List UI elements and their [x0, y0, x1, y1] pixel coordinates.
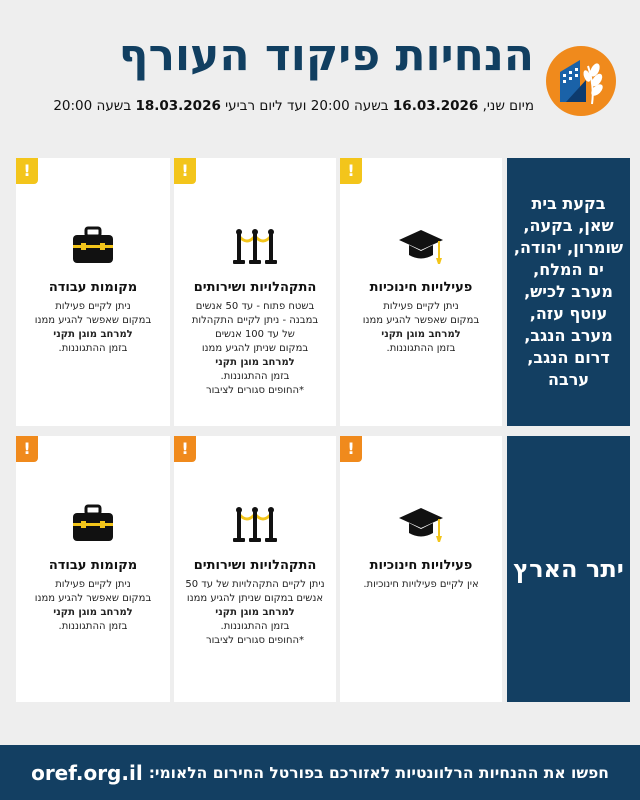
card-line-bold: למרחב מוגן תקני: [53, 329, 133, 340]
header: [0, 0, 640, 140]
footer-banner: [0, 745, 640, 800]
graduation-cap-icon: [397, 224, 445, 268]
footer-text: חפשו את ההנחיות הרלוונטיות לאזורכם בפורטל החירום הלאומי:: [148, 763, 609, 782]
stanchion-rope-icon: [231, 502, 279, 546]
card-workplaces: [16, 436, 170, 702]
card-title: פעילויות חינוכיות: [369, 558, 473, 573]
card-gatherings: [174, 158, 336, 426]
warning-badge: !: [16, 436, 38, 462]
card-education: [340, 158, 502, 426]
portal-link[interactable]: oref.org.il: [31, 760, 143, 785]
card-line-bold: למרחב מוגן תקני: [215, 607, 295, 618]
home-front-command-logo: [546, 46, 616, 116]
card-line: במבנה - ניתן לקיים התקהלות: [191, 315, 319, 326]
warning-badge: !: [174, 158, 196, 184]
card-line: אין לקיים פעילויות חינוכיות.: [363, 579, 479, 590]
card-line: בזמן ההתגוננות.: [220, 621, 290, 632]
card-title: מקומות עבודה: [48, 280, 138, 295]
date-end: 18.03.2026: [135, 98, 221, 114]
card-line: בזמן ההתגוננות.: [58, 621, 128, 632]
date-prefix: מיום שני,: [478, 98, 534, 114]
card-line: של עד 100 אנשים: [215, 329, 295, 340]
card-gatherings: [174, 436, 336, 702]
region-label: בקעת בית שאן, בקעה, שומרון, יהודה, ים המלח, מערב לכיש, עוטף עזה, מערב הנגב, דרום הנגב, ערבה: [507, 158, 630, 426]
region-row-rest: [16, 436, 630, 702]
card-line: במקום שאפשר להגיע ממנו: [34, 593, 152, 604]
card-line: במקום שאפשר להגיע ממנו: [362, 315, 480, 326]
date-range: [53, 98, 534, 114]
card-body: [180, 578, 330, 648]
card-education: [340, 436, 502, 702]
card-line: בזמן ההתגוננות.: [58, 343, 128, 354]
card-line: אנשים במקום שניתן להגיע ממנו: [186, 593, 324, 604]
graduation-cap-icon: [397, 502, 445, 546]
card-body: [180, 300, 330, 398]
card-body: [22, 300, 164, 356]
card-line: ניתן לקיים התקהלויות של עד 50: [185, 579, 325, 590]
card-body: [346, 578, 496, 592]
warning-badge: !: [340, 436, 362, 462]
card-workplaces: [16, 158, 170, 426]
briefcase-icon: [69, 502, 117, 546]
warning-badge: !: [340, 158, 362, 184]
card-line: בשטח פתוח - עד 50 אנשים: [195, 301, 315, 312]
card-title: מקומות עבודה: [48, 558, 138, 573]
card-line: בזמן ההתגוננות.: [386, 343, 456, 354]
card-line: בזמן ההתגוננות.: [220, 371, 290, 382]
card-title: התקהלויות ושירותים: [193, 558, 317, 573]
card-line-bold: למרחב מוגן תקני: [215, 357, 295, 368]
time-part-2: בשעה 20:00: [53, 98, 136, 114]
region-row-south: [16, 158, 630, 426]
stanchion-rope-icon: [231, 224, 279, 268]
card-line-bold: למרחב מוגן תקני: [381, 329, 461, 340]
card-body: [346, 300, 496, 356]
card-line: *החופים סגורים לציבור: [205, 385, 305, 396]
briefcase-icon: [69, 224, 117, 268]
card-body: [22, 578, 164, 634]
warning-badge: !: [174, 436, 196, 462]
card-line: ניתן לקיים פעילות: [55, 301, 131, 312]
card-line: ניתן לקיים פעילות: [383, 301, 459, 312]
date-start: 16.03.2026: [392, 98, 479, 114]
card-title: פעילויות חינוכיות: [369, 280, 473, 295]
card-line: במקום שניתן להגיע ממנו: [201, 343, 309, 354]
card-line: במקום שאפשר להגיע ממנו: [34, 315, 152, 326]
time-part-1: בשעה 20:00 ועד ליום רביעי: [220, 98, 393, 114]
card-line-bold: למרחב מוגן תקני: [53, 607, 133, 618]
page-title: הנחיות פיקוד העורף: [118, 30, 534, 81]
card-title: התקהלויות ושירותים: [193, 280, 317, 295]
warning-badge: !: [16, 158, 38, 184]
card-line: ניתן לקיים פעילות: [55, 579, 131, 590]
card-line: *החופים סגורים לציבור: [205, 635, 305, 646]
region-label: יתר הארץ: [507, 436, 630, 702]
